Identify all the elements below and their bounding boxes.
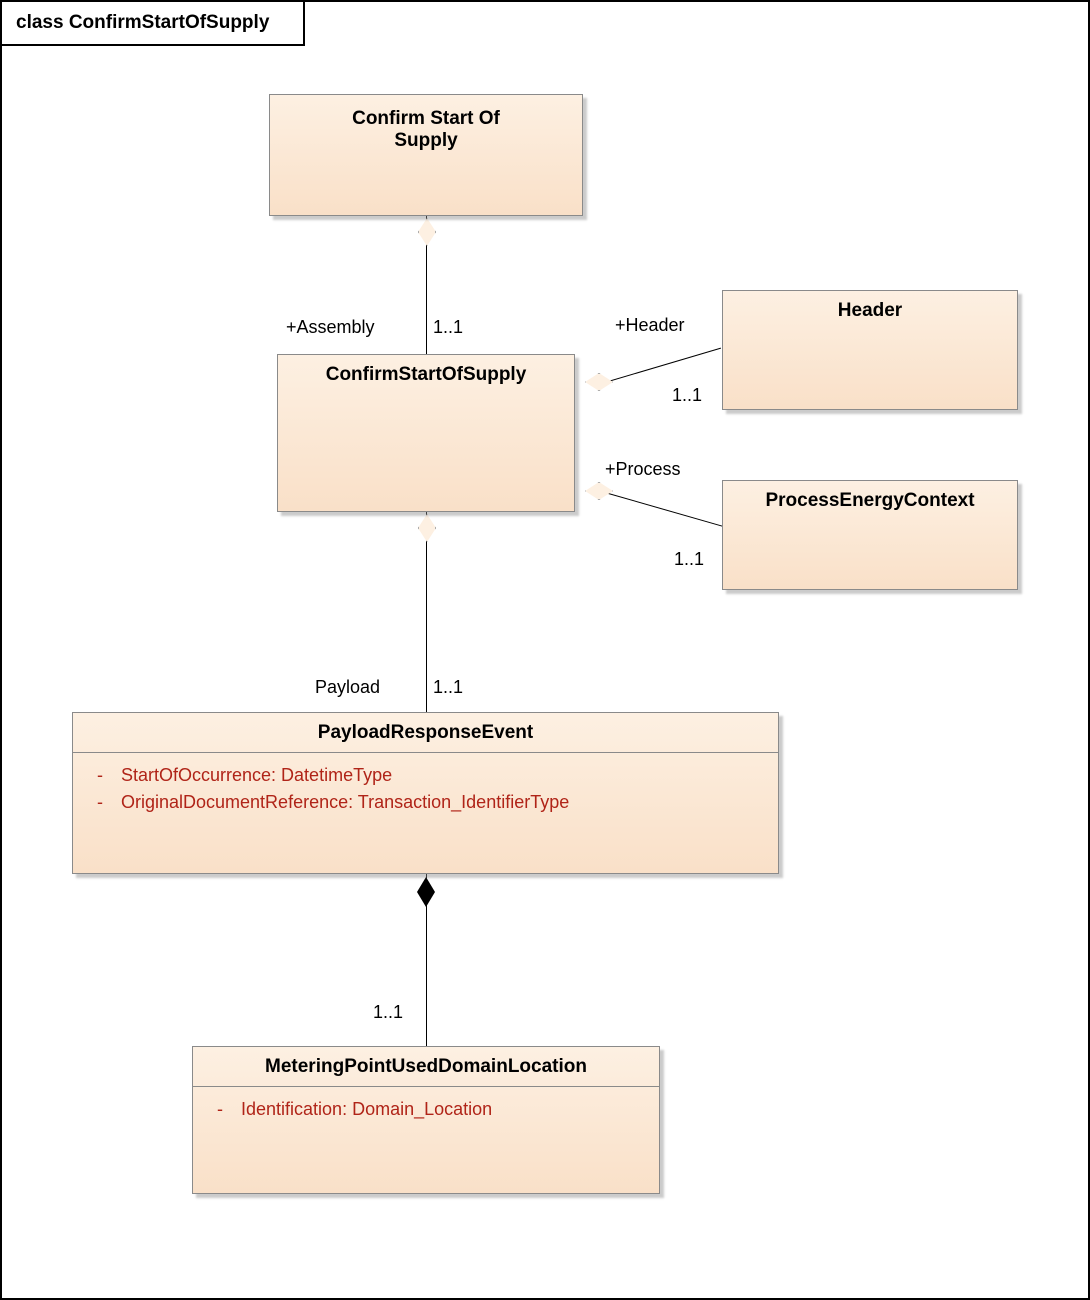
class-title-line2: Supply [394, 130, 458, 152]
diagram-frame-label: class ConfirmStartOfSupply [2, 2, 305, 46]
connector-assembly-role: +Assembly [286, 317, 375, 337]
class-title: MeteringPointUsedDomainLocation [265, 1056, 587, 1077]
class-payload-response-event[interactable] [72, 712, 779, 874]
attribute-visibility: - [97, 792, 103, 813]
composition-diamond-metering [417, 877, 435, 907]
class-metering-point-used-domain-location[interactable] [192, 1046, 660, 1194]
class-attributes [193, 1086, 659, 1132]
class-title: ConfirmStartOfSupply [325, 364, 527, 385]
aggregation-diamond-payload [418, 514, 436, 542]
class-header[interactable] [722, 290, 1018, 410]
class-confirm-start-of-supply-top[interactable] [269, 94, 583, 216]
class-title: ProcessEnergyContext [765, 490, 975, 511]
connector-process-line [598, 490, 723, 527]
frame-label-corner [376, 2, 420, 48]
class-title [270, 95, 582, 161]
attribute-row [79, 789, 772, 816]
aggregation-diamond-header [585, 373, 613, 391]
connector-header-role: +Header [615, 315, 685, 335]
attribute-row [79, 762, 772, 789]
connector-payload-multiplicity: 1..1 [433, 677, 464, 697]
attribute-row [199, 1096, 653, 1123]
class-attributes [73, 752, 778, 825]
class-confirm-start-of-supply[interactable] [277, 354, 575, 512]
connector-payload-role: Payload [315, 677, 381, 697]
attribute-text: OriginalDocumentReference: Transaction_IdentifierType [121, 792, 570, 813]
connector-assembly-multiplicity: 1..1 [433, 317, 464, 337]
connector-process-role: +Process [605, 459, 681, 479]
class-title: Header [837, 300, 903, 321]
class-title: PayloadResponseEvent [317, 722, 534, 743]
aggregation-diamond-process [585, 482, 613, 500]
class-process-energy-context[interactable] [722, 480, 1018, 590]
connector-payload-line [426, 512, 427, 712]
connector-process-multiplicity: 1..1 [674, 549, 705, 569]
attribute-visibility: - [217, 1099, 223, 1120]
connector-metering-multiplicity: 1..1 [373, 1002, 404, 1022]
connector-header-multiplicity: 1..1 [672, 385, 703, 405]
attribute-visibility: - [97, 765, 103, 786]
class-title-line1: Confirm Start Of [352, 108, 500, 129]
connector-header-line [598, 348, 721, 385]
attribute-text: StartOfOccurrence: DatetimeType [121, 765, 393, 786]
aggregation-diamond-assembly [418, 218, 436, 246]
attribute-text: Identification: Domain_Location [241, 1099, 493, 1120]
